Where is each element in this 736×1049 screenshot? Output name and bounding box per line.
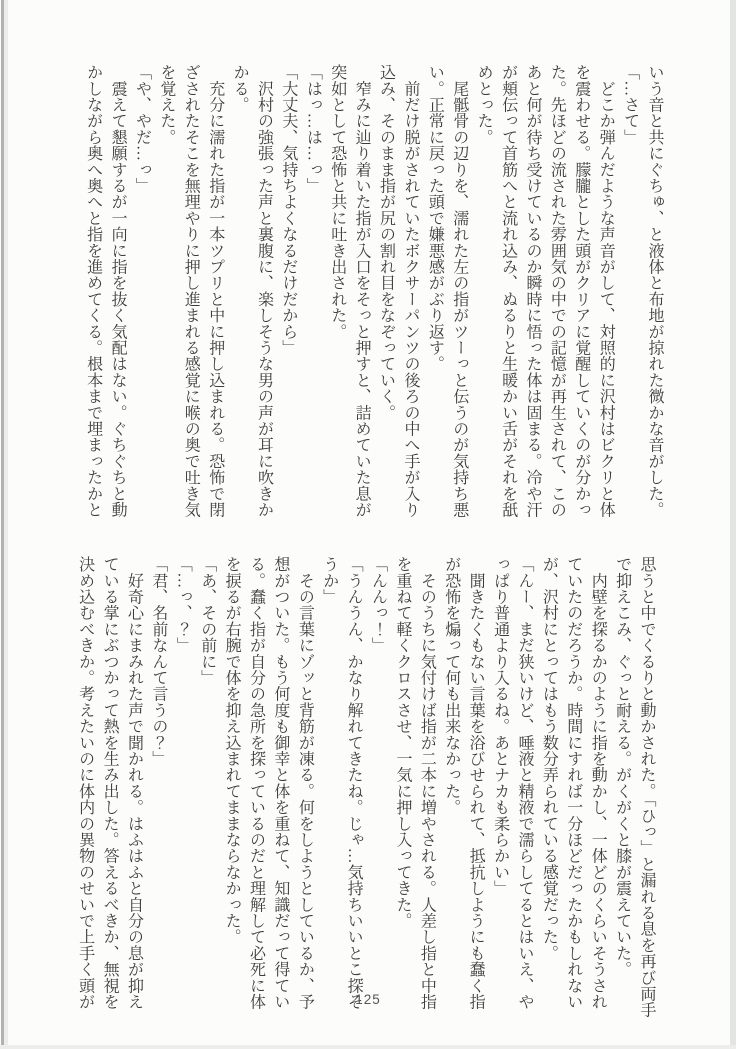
text-column: ざされたそこを無理やりに押し進まれる感覚に喉の奥で吐き気 [182, 64, 200, 518]
text-column: 窄みに辿り着いた指が入口をそっと押すと、詰めていた息が [353, 64, 371, 518]
text-column: 充分に濡れた指が一本ツプリと中に押し込まれる。恐怖で閉 [206, 64, 224, 518]
text-column: 「うんうん、かなり解れてきたね。じゃ…気持ちいいとこ探そ [345, 556, 363, 1010]
text-column: そのうちに気付けば指が二本に増やされる。人差し指と中指 [418, 556, 436, 1010]
text-column: その言葉にゾッと背筋が凍る。何をしようとしているか、予 [296, 556, 314, 1010]
text-column: で抑えこみ、ぐっと耐える。がくがくと膝が震えていた。 [613, 556, 631, 978]
text-column: 「んんっ！」 [369, 556, 387, 654]
text-column: 沢村の強張った声と裏腹に、楽しそうな男の声が耳に吹きか [255, 64, 273, 518]
text-column: かる。 [231, 64, 249, 113]
text-column: 思うと中でくるりと動かされた。「ひっ」と漏れる息を再び両手 [638, 556, 655, 1018]
scan-edge-right [730, 0, 736, 1049]
text-column: 内壁を探るかのように指を動かし、一体どのくらいそうされ [589, 556, 607, 1010]
text-block-top [78, 64, 666, 524]
text-column: ている掌にぶつかって熱を生み出した。答えるべきか、無視を [101, 556, 119, 1010]
scan-edge-left-pale [4, 0, 8, 1049]
text-column: 込み、そのまま指が尻の割れ目をなぞっていく。 [377, 64, 395, 421]
text-column: かしながら奥へ奥へと指を進めてくる。根本まで埋まったかと [84, 64, 102, 518]
text-column: いう音と共にぐちゅ、と液体と布地が掠れた微かな音がした。 [646, 64, 663, 518]
text-column: 聞きたくもない言葉を浴びせられて、抵抗しようにも蠢く指 [467, 556, 485, 1010]
text-column: る。蠢く指が自分の急所を探っているのだと理解して必死に体 [247, 556, 265, 1010]
text-column: 「…っ、？」 [174, 556, 192, 654]
text-column: が頬伝って首筋へと流れ込み、ぬるりと生暖かい舌がそれを舐 [499, 64, 517, 518]
text-column: 「はっ…は…っ」 [304, 64, 322, 194]
text-column: た。先ほどの流された雰囲気の中での記憶が再生されて、この [548, 64, 566, 518]
text-column: 震えて懇願するが一向に指を抜く気配はない。ぐちぐちと動 [109, 64, 127, 518]
text-column: 「あ、その前に」 [198, 556, 216, 686]
text-column: を重ねて軽くクロスさせ、一気に押し入ってきた。 [393, 556, 411, 929]
text-column: 好奇心にまみれた声で聞かれる。はふはふと自分の息が抑え [125, 556, 143, 1010]
text-column: が、沢村にとってはもう数分弄られている感覚だった。 [540, 556, 558, 961]
scan-edge-bottom [0, 1045, 736, 1049]
text-column: 尾骶骨の辺りを、濡れた左の指がツーっと伝うのが気持ち悪 [450, 64, 468, 518]
text-column: い。正常に戻った頭で嫌悪感がぶり返す。 [426, 64, 444, 372]
text-column: を震わせる。朦朧とした頭がクリアに覚醒していくのが分かっ [572, 64, 590, 518]
text-column: うか」 [320, 556, 338, 605]
text-block-bottom [70, 556, 658, 1018]
page-number: 125 [355, 992, 381, 1007]
text-column: 想がついた。もう何度も御幸と体を重ねて、知識だって得てい [271, 556, 289, 1010]
text-column: ていたのだろうか。時間にすれば一分ほどだったかもしれない [564, 556, 582, 1010]
text-column: 「んー、まだ狭いけど、唾液と精液で濡らしてるとはいえ、や [515, 556, 533, 1010]
text-column: どこか弾んだような声音がして、対照的に沢村はビクリと体 [597, 64, 615, 518]
text-column: が恐怖を煽って何も出来なかった。 [442, 556, 460, 816]
text-column: を捩るが右腕で体を抑え込まれてままならなかった。 [223, 556, 241, 945]
text-column: 「…さて」 [621, 64, 639, 145]
text-column: 「大丈夫、気持ちよくなるだけだから」 [279, 64, 297, 356]
text-column: 突如として恐怖と共に吐き出された。 [328, 64, 346, 340]
text-column: を覚えた。 [157, 64, 175, 145]
text-column: っぱり普通より入るね。あとナカも柔らかい」 [491, 556, 509, 897]
text-column: 決め込むべきか。考えたいのに体内の異物のせいで上手く頭が [76, 556, 94, 1010]
text-column: 「や、やだ…っ」 [133, 64, 151, 194]
text-column: めとった。 [475, 64, 493, 145]
text-column: 前だけ脱がされていたボクサーパンツの後ろの中へ手が入り [401, 64, 419, 518]
text-column: あと何が待ち受けているのか瞬時に悟った体は固まる。冷や汗 [523, 64, 541, 518]
text-column: 「君、名前なんて言うの？」 [149, 556, 167, 767]
